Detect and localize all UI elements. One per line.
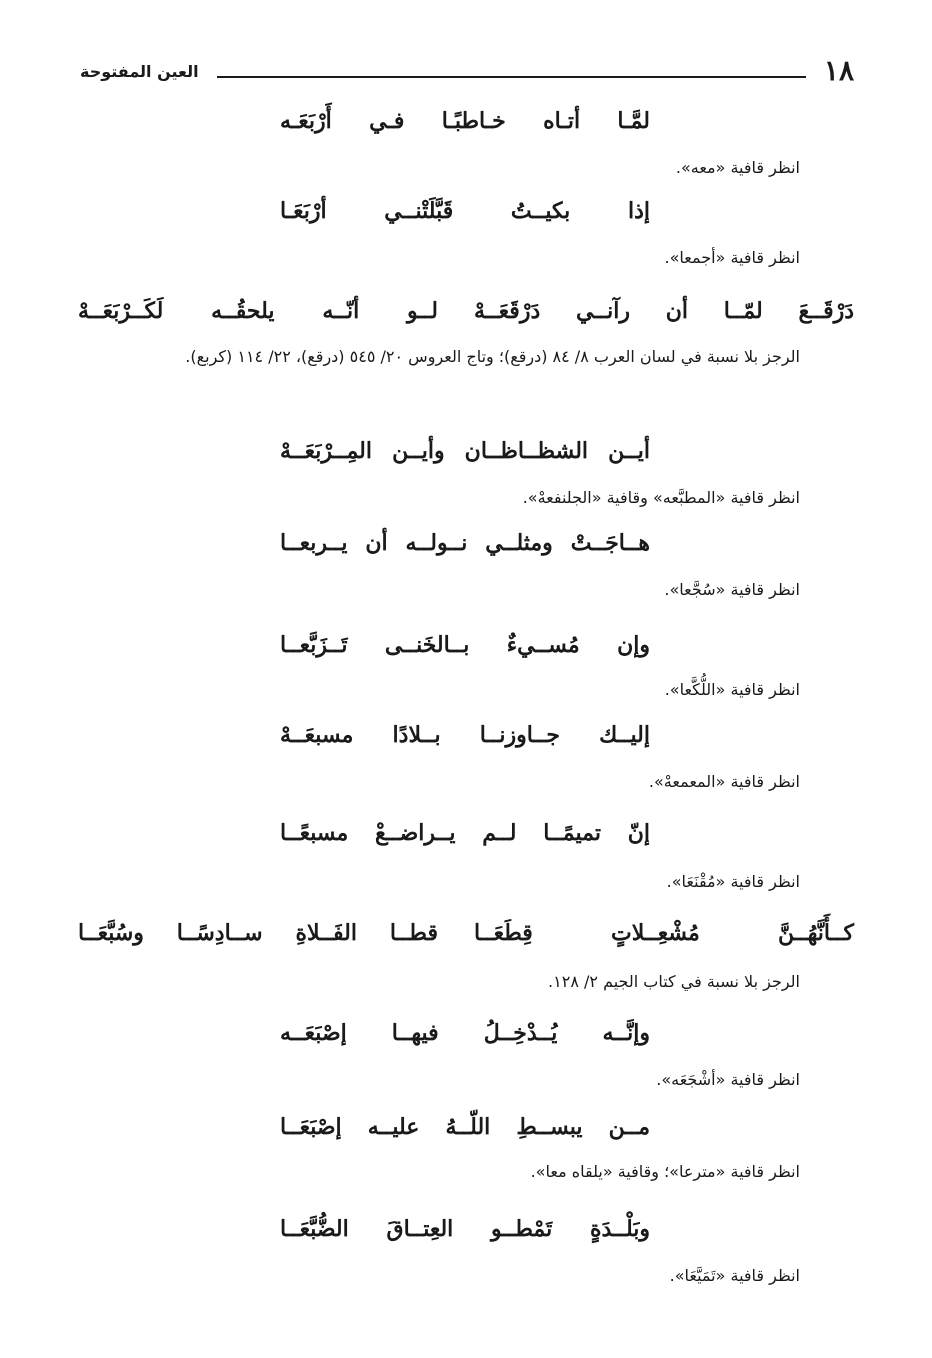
header-rule [217,76,806,78]
verse-line: إنّ تميمًــا لــم يــراضــعْ مسبعًــا [280,820,650,846]
verse-line: وإن مُســيءٌ بــالخَنــى تَــزَبَّعــا [280,632,650,658]
verse-hemistich-right: كــأَنَّهُــنَّ مُشْعِــلاتٍ قِطَعَــا [474,920,854,946]
verse-hemistich-left: قطــا الفَــلاةِ ســادِسًــا وسُبَّعَــا [78,920,438,946]
verse-line: وبَلْــدَةٍ تَمْطــو العِتــاقَ الضُّبَّعَــا [280,1216,650,1242]
source-note: الرجز بلا نسبة في لسان العرب ٨/ ٨٤ (درقع)؛ وتاج العروس ٢٠/ ٥٤٥ (درقع)، ٢٢/ ١١٤ (كربع). [185,347,800,366]
verse-line: أيــن الشظــاظــان وأيــن المِــرْبَعَــهْ [280,438,650,464]
verse-line: إذا بكيــتُ قَبَّلَتْنــي أرْبَعَـا [280,198,650,224]
reference-note: انظر قافية «أشْجَعَه». [656,1070,800,1089]
reference-note: انظر قافية «المطبَّعه» وقافية «الجلنفعهْ». [522,488,800,507]
reference-note: انظر قافية «المعمعهْ». [648,772,800,791]
reference-note: انظر قافية «سُجَّعا». [664,580,800,599]
reference-note: انظر قافية «مترعا»؛ وقافية «يلقاه معا». [530,1162,800,1181]
reference-note: انظر قافية «أجمعا». [664,248,800,267]
reference-note: انظر قافية «معه». [675,158,800,177]
reference-note: انظر قافية «مُقْنَعَا». [666,872,800,891]
verse-line: لمَّـا أتـاه خـاطبًـا فـي أَرْبَعَـه [280,108,650,134]
reference-note: انظر قافية «تَمَيَّعَا». [669,1266,800,1285]
verse-hemistich-right: دَرْقَــعَ لمّــا أن رآنــي دَرْقَعَــهْ [474,298,854,324]
header-title: العين المفتوحة [80,61,199,81]
verse-line: هــاجَــتْ ومثلــي نــولــه أن يــربعــا [280,530,650,556]
verse-hemistich-left: لــو أنّــه يلحقُــه لَكَــرْبَعَــهْ [78,298,438,324]
source-note: الرجز بلا نسبة في كتاب الجيم ٢/ ١٢٨. [548,972,800,991]
verse-line: وإنَّــه يُــدْخِــلُ فيهــا إصْبَعَــه [280,1020,650,1046]
verse-line: إليــك جــاوزنــا بــلادًا مسبعَــهْ [280,722,650,748]
page-number: ١٨ [823,54,854,87]
verse-line: مــن يبســطِ اللّــهُ عليــه إصْبَعَــا [280,1114,650,1140]
running-header [80,54,854,88]
reference-note: انظر قافية «اللُّكَّعا». [664,680,800,699]
